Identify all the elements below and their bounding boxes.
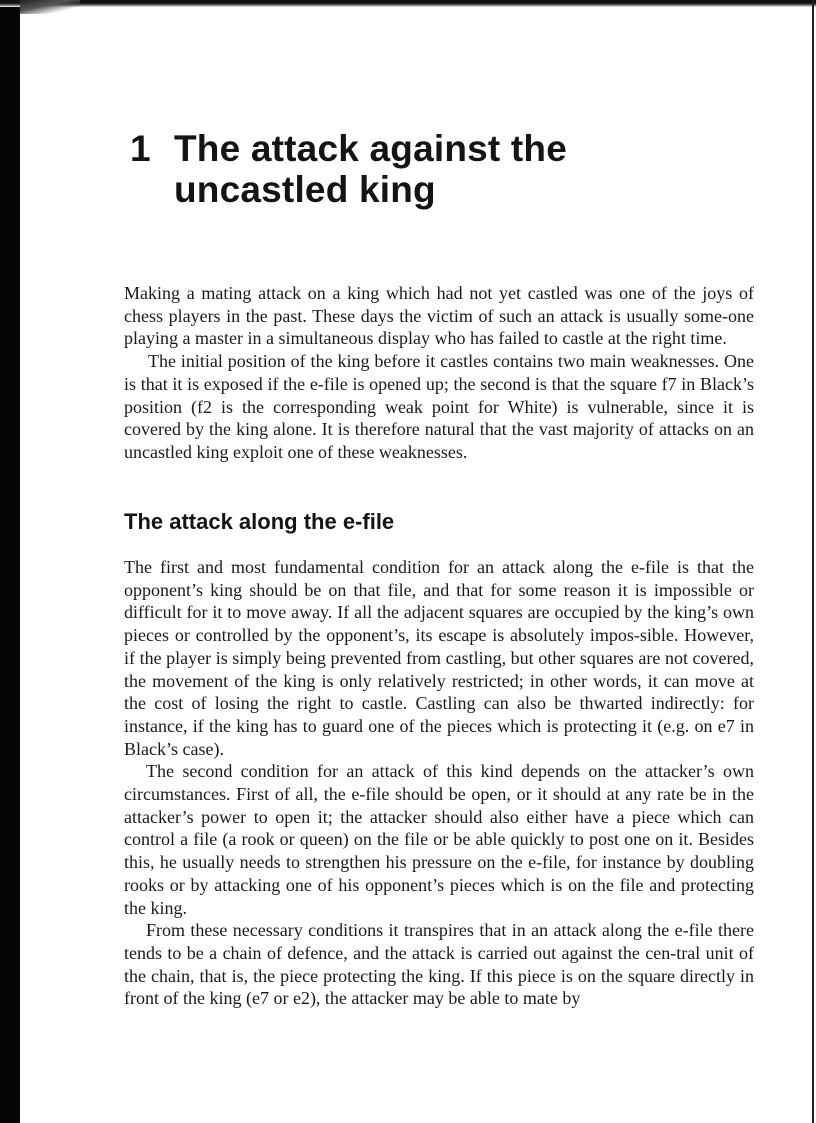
scan-corner-shadow	[20, 0, 80, 14]
chapter-title-line-1	[130, 128, 770, 169]
scan-right-edge	[812, 0, 814, 1123]
section-paragraph-2: The second condition for an attack of this kind depends on the attacker’s own circumstances. First of all, the e-file should be open, or it should at any rate be in the attacker’s power to open it; the attacker should also either have a piece which can control a file (a rook or queen) on the file or be able quickly to post one on it. Besides this, he usually needs to strengthen his pressure on the e-file, for instance by doubling rooks or by attacking one of his opponent’s pieces which is on the file and protecting the king.	[124, 761, 754, 918]
scan-top-edge	[0, 0, 816, 7]
chapter-title-line-2: uncastled king	[174, 169, 436, 210]
section-heading: The attack along the e-file	[124, 509, 395, 534]
intro-paragraph-2: The initial position of the king before it castles contains two main weaknesses. One is that it is exposed if the e-file is opened up; the second is that the square f7 in Black’s position (f2 is the corresponding weak point for White) is vulnerable, since it is covered by the king alone. It is therefore natural that the vast majority of attacks on an uncastled king exploit one of these weaknesses.	[124, 351, 754, 462]
scan-left-edge	[0, 0, 20, 1123]
chapter-title	[130, 128, 770, 210]
chapter-title-text-1: The attack against the	[174, 128, 568, 169]
section-text	[124, 556, 754, 1010]
intro-text	[124, 282, 754, 464]
section-paragraph-3: From these necessary conditions it transpires that in an attack along the e-file there tends to be a chain of defence, and the attack is carried out against the cen-tral unit of the chain, that is, the piece protecting the king. If this piece is on the square directly in front of the king (e7 or e2), the attacker may be able to mate by	[124, 920, 754, 1009]
intro-paragraph-1: Making a mating attack on a king which had not yet castled was one of the joys of chess players in the past. These days the victim of such an attack is usually some-one playing a master in a simultaneous display who has failed to castle at the right time.	[124, 283, 754, 349]
section-paragraph-1: The first and most fundamental condition for an attack along the e-file is that the opponent’s king should be on that file, and that for some reason it is impossible or difficult for it to move away. If all the adjacent squares are occupied by the king’s own pieces or controlled by the opponent’s, its escape is absolutely impos-sible. However, if the player is simply being prevented from castling, but other squares are not covered, the movement of the king is only relatively restricted; in other words, it can move at the cost of losing the right to castle. Castling can also be thwarted indirectly: for instance, if the king has to guard one of the pieces which is protecting it (e.g. on e7 in Black’s case).	[124, 557, 754, 759]
chapter-number: 1	[130, 128, 151, 169]
